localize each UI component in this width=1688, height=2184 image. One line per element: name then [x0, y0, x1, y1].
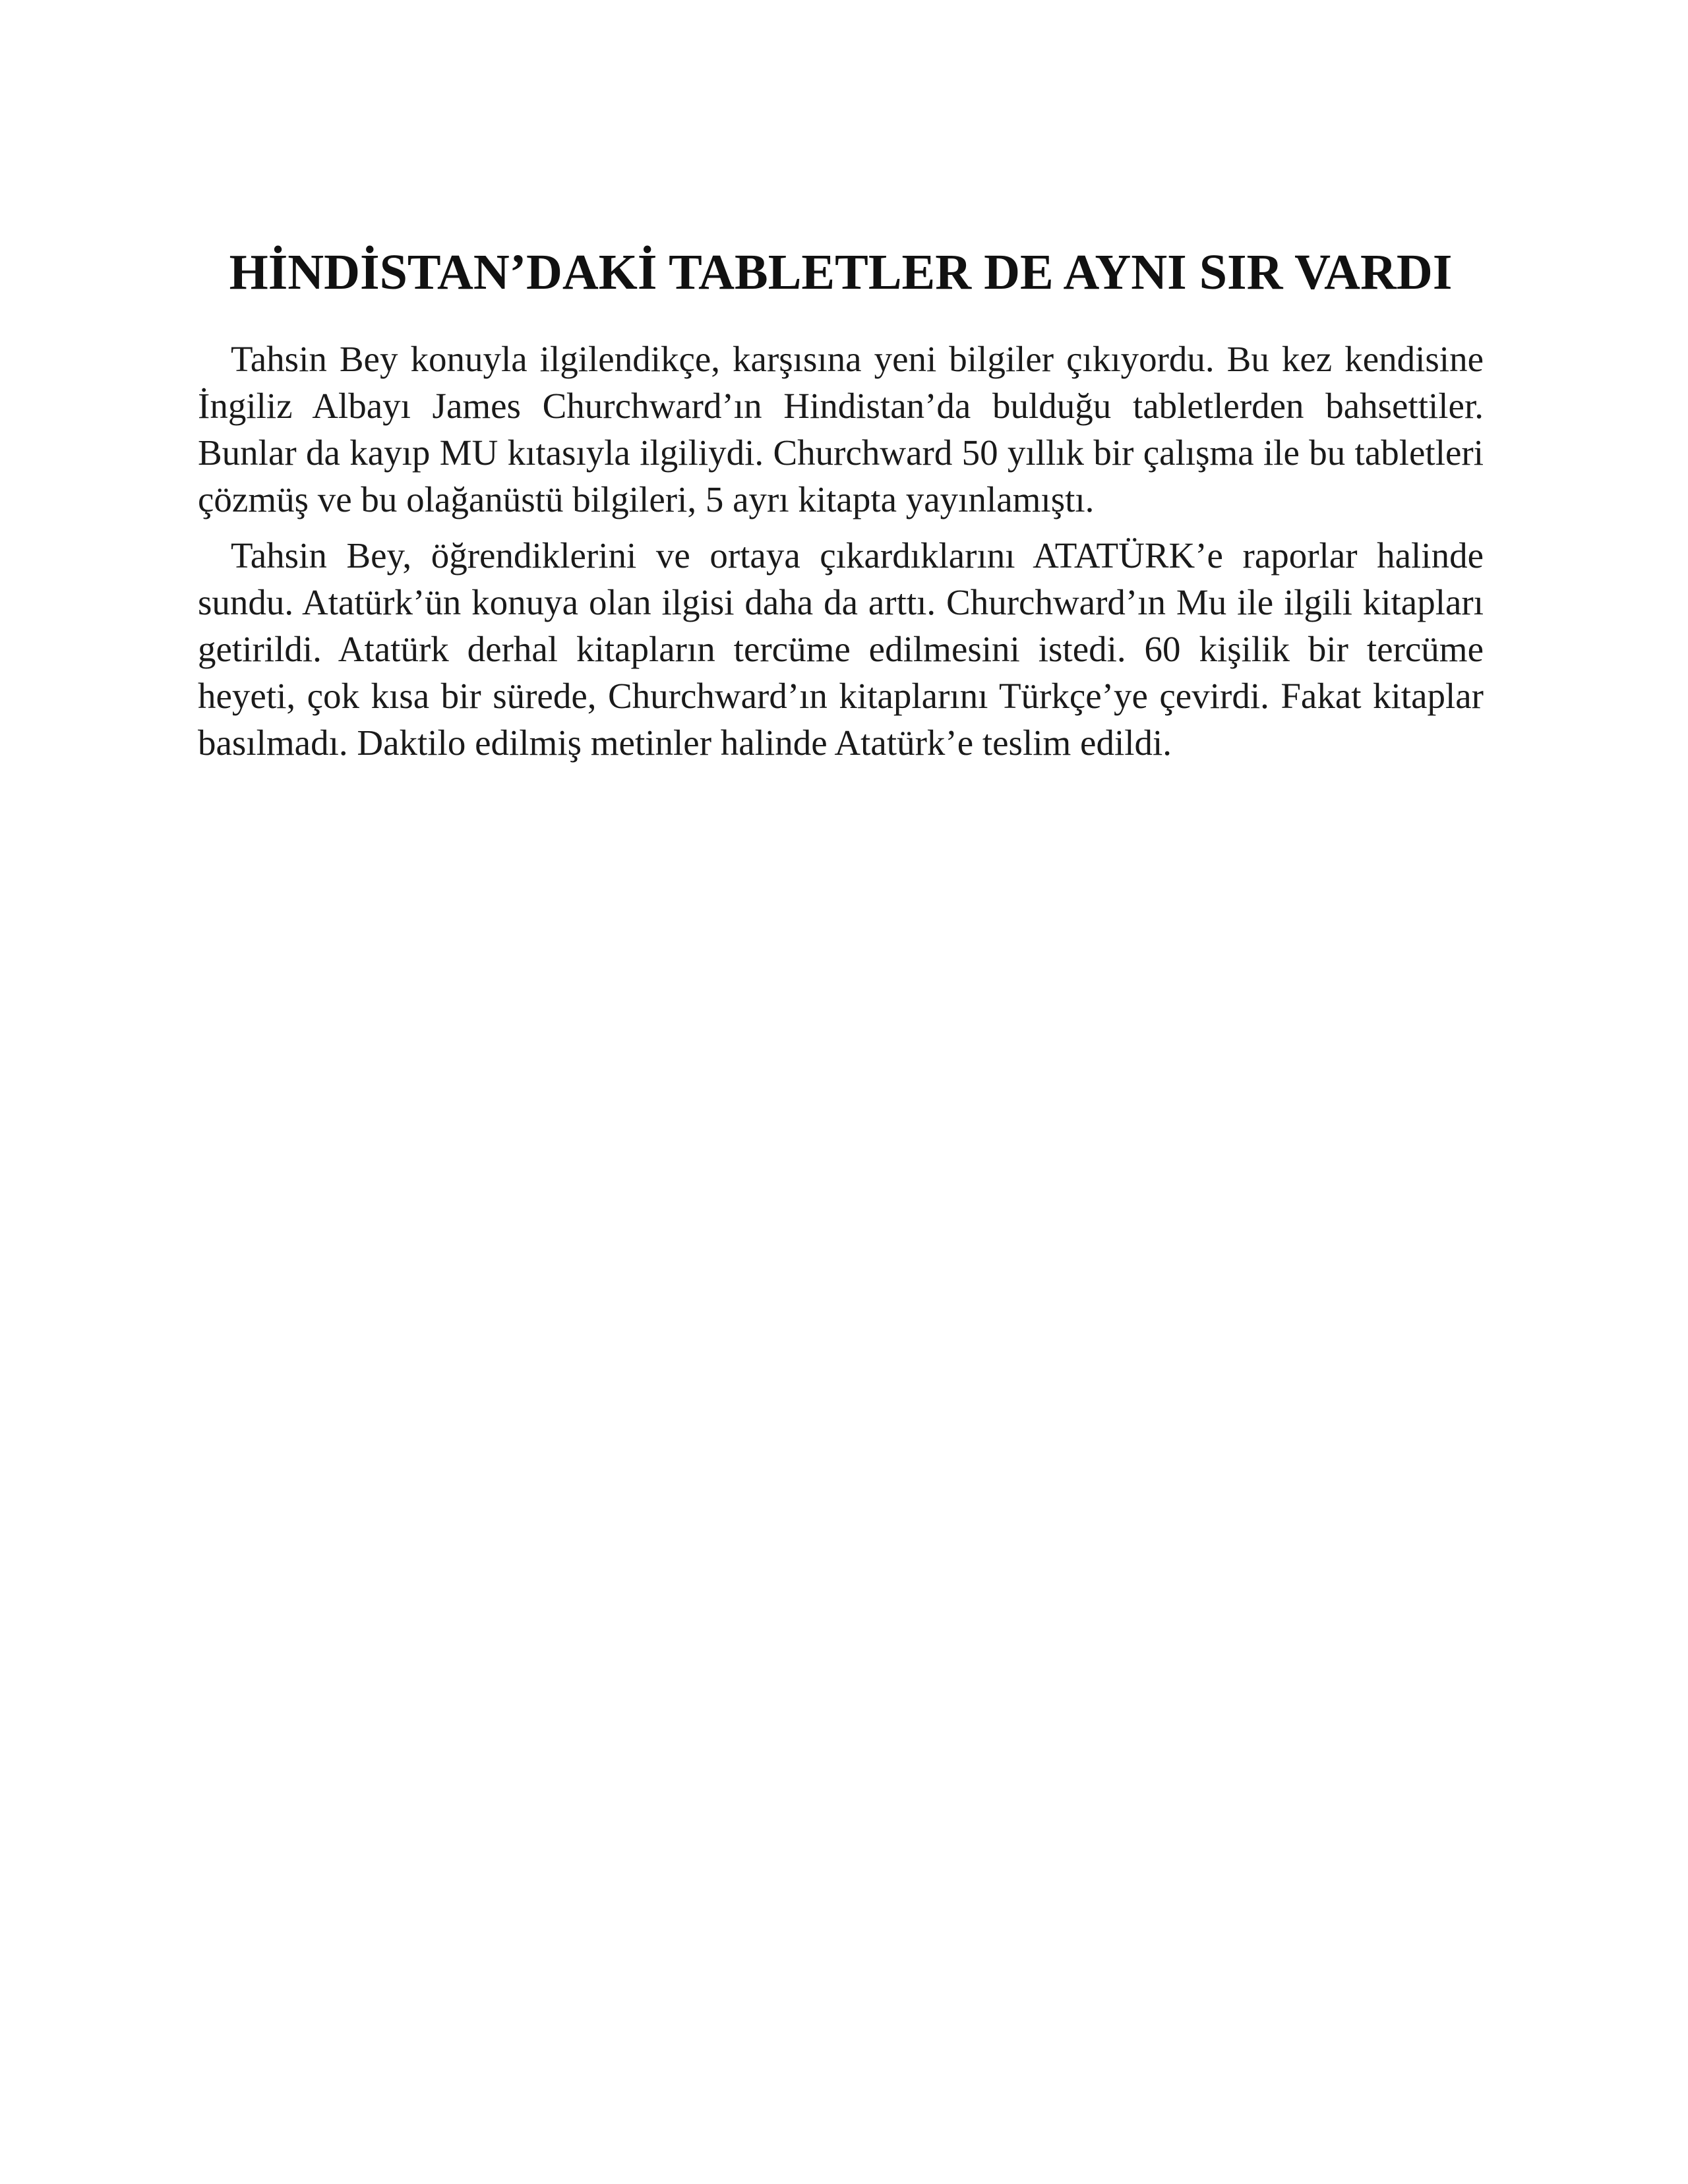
page-content: [198, 241, 1484, 775]
paragraph-2: Tahsin Bey, öğrendiklerini ve ortaya çıkardıklarını ATATÜRK’e raporlar halinde sundu. Atatürk’ün konuya olan ilgisi daha da arttı. Churchward’ın Mu ile ilgili kitapları getirildi. Atatürk derhal kitapların tercüme edilmesini istedi. 60 kişilik bir tercüme heyeti, çok kısa bir sürede, Churchward’ın kitaplarını Türkçe’ye çevirdi. Fakat kitaplar basılmadı. Daktilo edilmiş metinler halinde Atatürk’e teslim edildi.: [198, 535, 1484, 763]
page-title: HİNDİSTAN’DAKİ TABLETLER DE AYNI SIR VARDI: [229, 245, 1453, 300]
paragraph-1: Tahsin Bey konuyla ilgilendikçe, karşısına yeni bilgiler çıkıyordu. Bu kez kendisine İngiliz Albayı James Churchward’ın Hindistan’da bulduğu tabletlerden bahsettiler. Bunlar da kayıp MU kıtasıyla ilgiliydi. Churchward 50 yıllık bir çalışma ile bu tabletleri çözmüş ve bu olağanüstü bilgileri, 5 ayrı kitapta yayınlamıştı.: [198, 339, 1484, 519]
